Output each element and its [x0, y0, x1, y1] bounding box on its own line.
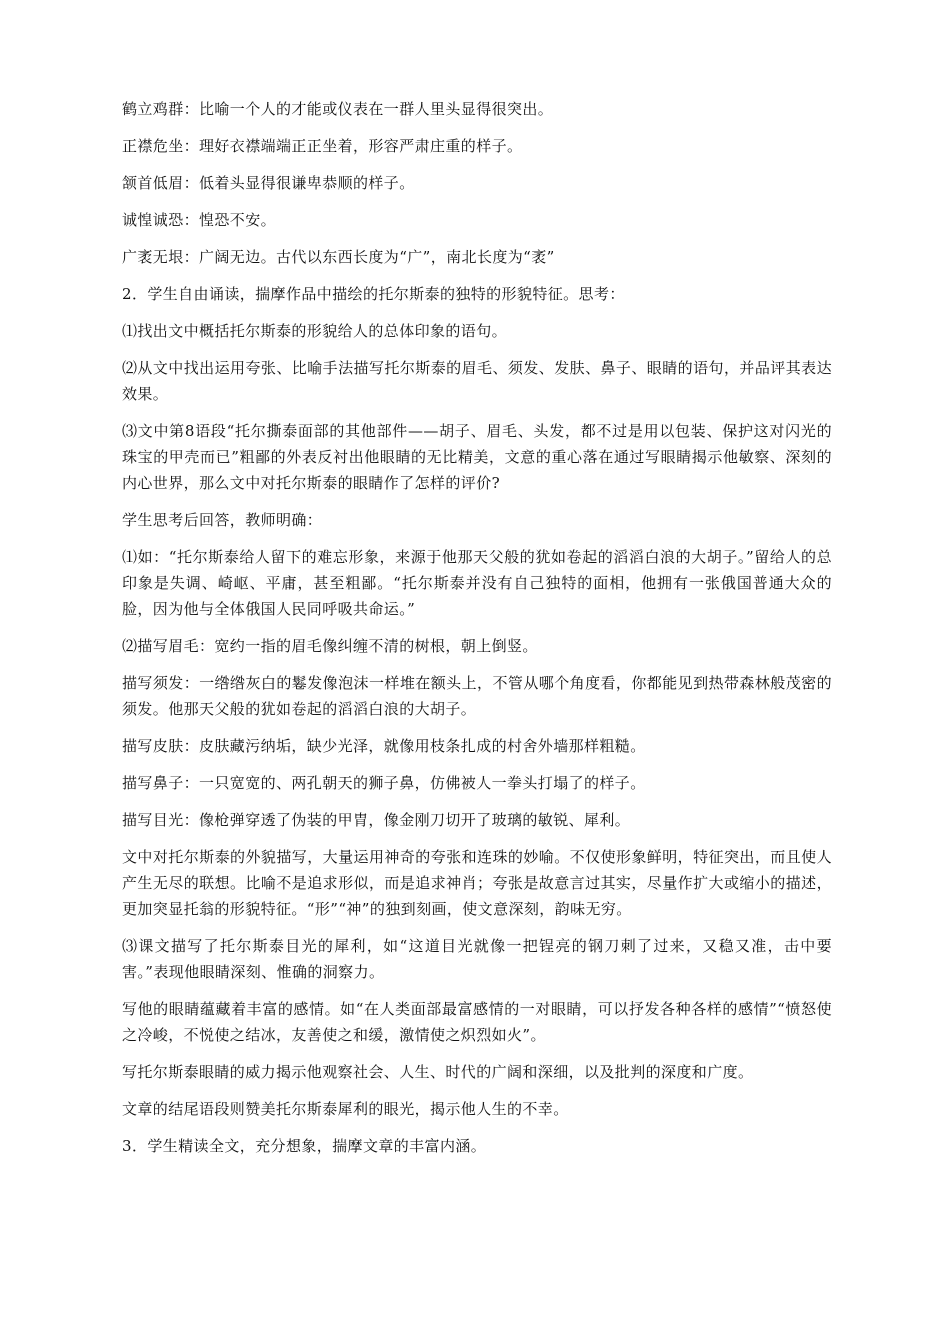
paragraph: 正襟危坐：理好衣襟端端正正坐着，形容严肃庄重的样子。 — [122, 137, 523, 155]
paragraph: ⑶课文描写了托尔斯泰目光的犀利，如“这道目光就像一把锃亮的钢刀刺了过来，又稳又准，击中要害。”表现他眼睛深刻、惟确的洞察力。 — [122, 937, 832, 981]
paragraph: 写托尔斯泰眼睛的威力揭示他观察社会、人生、时代的广阔和深细，以及批判的深度和广度。 — [122, 1063, 754, 1081]
paragraph: 颔首低眉：低着头显得很谦卑恭顺的样子。 — [122, 174, 415, 192]
paragraph: ⑶文中第8语段“托尔撕泰面部的其他部件——胡子、眉毛、头发，都不过是用以包装、保护这对闪光的珠宝的甲壳而已”粗鄙的外表反衬出他眼睛的无比精美，文意的重心落在通过写眼睛揭示他敏察、深刻的内心世界，那么文中对托尔斯泰的眼睛作了怎样的评价? — [122, 422, 832, 492]
paragraph: 广袤无垠：广阔无边。古代以东西长度为“广”，南北长度为“袤” — [122, 248, 555, 266]
paragraph: 鹤立鸡群：比喻一个人的才能或仪表在一群人里头显得很突出。 — [122, 100, 554, 118]
paragraph: 诚惶诚恐：惶恐不安。 — [122, 211, 277, 229]
paragraph: 文章的结尾语段则赞美托尔斯泰犀利的眼光，揭示他人生的不幸。 — [122, 1100, 569, 1118]
paragraph: ⑴找出文中概括托尔斯泰的形貌给人的总体印象的语句。 — [122, 322, 508, 340]
paragraph: ⑵描写眉毛：宽约一指的眉毛像纠缠不清的树根，朝上倒竖。 — [122, 637, 538, 655]
paragraph: 写他的眼睛蕴藏着丰富的感情。如“在人类面部最富感情的一对眼睛，可以抒发各种各样的感情”“愤怒使之冷峻，不悦使之结冰，友善使之和缓，激情使之炽烈如火”。 — [122, 1000, 832, 1044]
paragraph: 描写目光：像枪弹穿透了伪装的甲胄，像金刚刀切开了玻璃的敏锐、犀利。 — [122, 811, 631, 829]
paragraph: 描写皮肤：皮肤藏污纳垢，缺少光泽，就像用枝条扎成的村舍外墙那样粗糙。 — [122, 737, 646, 755]
paragraph: ⑴如：“托尔斯泰给人留下的难忘形象，来源于他那天父般的犹如卷起的滔滔白浪的大胡子。”留给人的总印象是失调、崎岖、平庸，甚至粗鄙。“托尔斯泰并没有自己独特的面相，他拥有一张俄国普通大众的脸，因为他与全体俄国人民同呼吸共命运。” — [122, 548, 832, 618]
document-body — [122, 96, 832, 1170]
paragraph: ⑵从文中找出运用夸张、比喻手法描写托尔斯泰的眉毛、须发、发肤、鼻子、眼睛的语句，并品评其表达效果。 — [122, 359, 832, 403]
paragraph: 文中对托尔斯泰的外貌描写，大量运用神奇的夸张和连珠的妙喻。不仅使形象鲜明，特征突出，而且使人产生无尽的联想。比喻不是追求形似，而是追求神肖；夸张是故意言过其实，尽量作扩大或缩小的描述，更加突显托翁的形貌特征。“形”“神”的独到刻画，使文意深刻，韵味无穷。 — [122, 848, 832, 918]
paragraph: 描写须发：一绺绺灰白的鬈发像泡沫一样堆在额头上，不管从哪个角度看，你都能见到热带森林般茂密的须发。他那天父般的犹如卷起的滔滔白浪的大胡子。 — [122, 674, 832, 718]
paragraph: 3．学生精读全文，充分想象，揣摩文章的丰富内涵。 — [122, 1137, 487, 1155]
paragraph: 2．学生自由诵读，揣摩作品中描绘的托尔斯泰的独特的形貌特征。思考： — [122, 285, 625, 303]
paragraph: 学生思考后回答，教师明确： — [122, 511, 323, 529]
paragraph: 描写鼻子：一只宽宽的、两孔朝天的狮子鼻，仿佛被人一拳头打塌了的样子。 — [122, 774, 646, 792]
